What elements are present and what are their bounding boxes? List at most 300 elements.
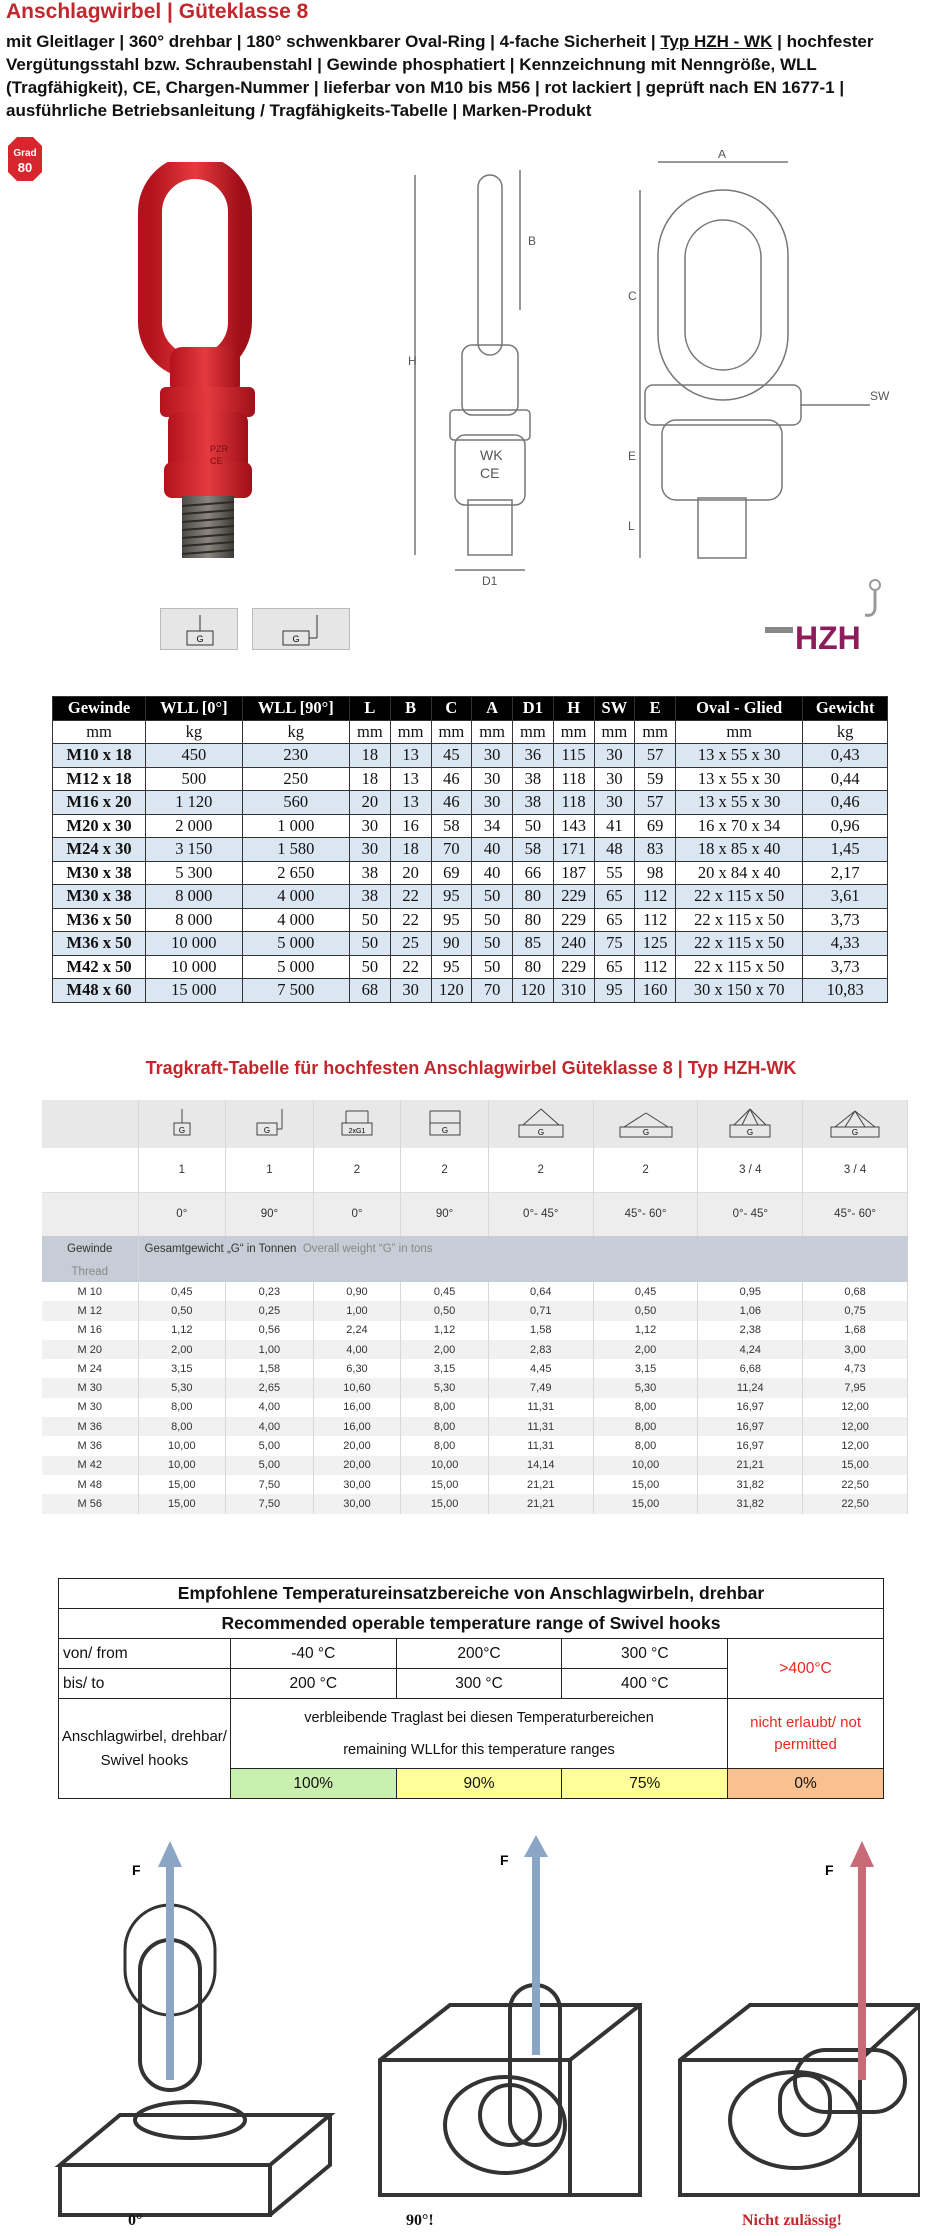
capacity-cell: 0,45: [593, 1282, 698, 1301]
capacity-cell: 8,00: [138, 1398, 226, 1417]
spec-cell: 22 x 115 x 50: [676, 955, 803, 979]
double-side-icon: [420, 1105, 470, 1141]
temperature-table: [58, 1578, 884, 1799]
spec-cell: 18: [350, 744, 391, 768]
spec-cell: 65: [594, 885, 635, 909]
cap-icon-cell: [313, 1100, 401, 1148]
thread-size-cell: M 42: [42, 1456, 138, 1475]
table-row: [42, 1282, 908, 1301]
weight-label: Gesamtgewicht „G“ in Tonnen: [144, 1243, 297, 1255]
capacity-cell: 12,00: [803, 1436, 908, 1455]
capacity-cell: 0,90: [313, 1282, 401, 1301]
drawing-mark-wk: WK: [480, 447, 503, 463]
figure-label-not-allowed: Nicht zulässig!: [742, 2212, 842, 2229]
cap-legs: 2: [593, 1148, 698, 1192]
spec-cell: 310: [553, 979, 594, 1003]
cap-icon-cell: [401, 1100, 489, 1148]
temp-remaining-en: remaining WLLfor this temperature ranges: [343, 1741, 615, 1758]
table-row: [53, 932, 888, 956]
table-row: [42, 1494, 908, 1513]
spec-cell: 95: [431, 885, 472, 909]
capacity-cell: 11,24: [698, 1378, 803, 1397]
spec-cell: 3 150: [146, 838, 242, 862]
thread-size-cell: M 56: [42, 1494, 138, 1513]
spec-header: H: [553, 697, 594, 721]
capacity-cell: 2,38: [698, 1321, 803, 1340]
spec-cell: 0,46: [803, 791, 888, 815]
spec-cell: 30: [472, 791, 513, 815]
cap-icon-text: G: [178, 1125, 185, 1135]
spec-cell: 18: [350, 767, 391, 791]
cap-icon-cell: [803, 1100, 908, 1148]
spec-cell: 50: [513, 814, 554, 838]
spec-cell: 30: [350, 838, 391, 862]
temp-title-en: Recommended operable temperature range of Swivel hooks: [59, 1609, 884, 1639]
capacity-cell: 6,30: [313, 1359, 401, 1378]
double-angle-45-icon: [511, 1105, 571, 1141]
capacity-cell: 7,50: [226, 1494, 314, 1513]
spec-unit: kg: [242, 720, 349, 744]
spec-cell: 50: [472, 955, 513, 979]
thread-label: Thread: [42, 1262, 138, 1282]
temp-remaining-de: verbleibende Traglast bei diesen Temperaturbereichen: [304, 1709, 654, 1726]
capacity-cell: 16,00: [313, 1417, 401, 1436]
table-row: [42, 1436, 908, 1455]
temp-from-row: [59, 1639, 884, 1669]
table-row: [42, 1340, 908, 1359]
thread-size-cell: M 20: [42, 1340, 138, 1359]
capacity-cell: 15,00: [593, 1475, 698, 1494]
cap-icon-text: G: [537, 1127, 544, 1137]
technical-drawing: [400, 150, 920, 590]
spec-cell: 50: [472, 885, 513, 909]
spec-cell: 229: [553, 885, 594, 909]
spec-cell: 112: [635, 885, 676, 909]
product-description: [6, 30, 936, 122]
capacity-cell: 15,00: [803, 1456, 908, 1475]
cap-angle: 0°- 45°: [488, 1192, 593, 1236]
spec-cell: 3,73: [803, 908, 888, 932]
capacity-angle-row: [42, 1192, 908, 1236]
spec-cell: 48: [594, 838, 635, 862]
capacity-cell: 0,75: [803, 1301, 908, 1320]
capacity-cell: 16,97: [698, 1417, 803, 1436]
temp-from-label: von/ from: [59, 1639, 231, 1669]
spec-cell: 20: [350, 791, 391, 815]
cap-legs: 3 / 4: [698, 1148, 803, 1192]
spec-cell: 118: [553, 791, 594, 815]
cap-legs: 1: [226, 1148, 314, 1192]
spec-header-row: [53, 697, 888, 721]
cap-angle: 45°- 60°: [593, 1192, 698, 1236]
capacity-cell: 0,56: [226, 1321, 314, 1340]
capacity-cell: 3,15: [593, 1359, 698, 1378]
type-link[interactable]: Typ HZH - WK: [660, 32, 773, 51]
capacity-cell: 15,00: [401, 1475, 489, 1494]
temp-to: 200 °C: [230, 1669, 396, 1699]
cap-icon-text: G: [264, 1125, 271, 1135]
spec-cell: 1 120: [146, 791, 242, 815]
capacity-cell: 16,97: [698, 1398, 803, 1417]
capacity-cell: 8,00: [593, 1436, 698, 1455]
table-row: [53, 838, 888, 862]
spec-header: WLL [90°]: [242, 697, 349, 721]
badge-line2: 80: [17, 160, 33, 175]
spec-cell: 8 000: [146, 908, 242, 932]
spec-cell: 0,44: [803, 767, 888, 791]
thread-size-cell: M16 x 20: [53, 791, 146, 815]
drawing-mark-ce: CE: [480, 465, 500, 481]
force-label: F: [500, 1852, 509, 1868]
capacity-cell: 12,00: [803, 1417, 908, 1436]
thread-size-cell: M10 x 18: [53, 744, 146, 768]
capacity-cell: 6,68: [698, 1359, 803, 1378]
lift-90-icon: [253, 609, 351, 651]
capacity-cell: 15,00: [138, 1475, 226, 1494]
swivel-eye-bolt-photo: [130, 162, 280, 562]
capacity-cell: 8,00: [401, 1436, 489, 1455]
spec-cell: 46: [431, 767, 472, 791]
spec-cell: 1 000: [242, 814, 349, 838]
capacity-cell: 11,31: [488, 1398, 593, 1417]
table-row: [42, 1301, 908, 1320]
dim-b: B: [528, 234, 537, 248]
table-row: [53, 861, 888, 885]
spec-cell: 187: [553, 861, 594, 885]
spec-cell: 80: [513, 955, 554, 979]
single-vertical-icon: [157, 1105, 207, 1141]
spec-unit: mm: [594, 720, 635, 744]
spec-cell: 3,73: [803, 955, 888, 979]
capacity-cell: 15,00: [593, 1494, 698, 1513]
capacity-cell: 0,71: [488, 1301, 593, 1320]
capacity-cell: 0,25: [226, 1301, 314, 1320]
thread-size-cell: M 48: [42, 1475, 138, 1494]
table-row: [42, 1321, 908, 1340]
capacity-cell: 21,21: [488, 1494, 593, 1513]
capacity-cell: 16,00: [313, 1398, 401, 1417]
spec-cell: 36: [513, 744, 554, 768]
spec-cell: 16: [390, 814, 431, 838]
capacity-cell: 2,00: [593, 1340, 698, 1359]
table-row: [53, 979, 888, 1003]
table-row: [42, 1456, 908, 1475]
cap-icon-cell: [226, 1100, 314, 1148]
capacity-gewinde-row: [42, 1236, 908, 1262]
spec-cell: 40: [472, 838, 513, 862]
table-row: [42, 1359, 908, 1378]
spec-unit: mm: [431, 720, 472, 744]
capacity-cell: 2,00: [138, 1340, 226, 1359]
capacity-cell: 20,00: [313, 1456, 401, 1475]
icon-cell-0deg: [160, 608, 238, 650]
spec-cell: 118: [553, 767, 594, 791]
spec-cell: 0,43: [803, 744, 888, 768]
badge-line1: Grad: [13, 148, 37, 159]
spec-cell: 13 x 55 x 30: [676, 767, 803, 791]
spec-header: C: [431, 697, 472, 721]
dim-h: H: [408, 354, 417, 368]
cap-legs: 3 / 4: [803, 1148, 908, 1192]
capacity-cell: 4,00: [226, 1398, 314, 1417]
table-row: [53, 791, 888, 815]
lift-0-icon: [161, 609, 239, 651]
spec-cell: 68: [350, 979, 391, 1003]
temp-to: 400 °C: [562, 1669, 728, 1699]
spec-cell: 85: [513, 932, 554, 956]
spec-cell: 30: [390, 979, 431, 1003]
cap-icon-cell: [138, 1100, 226, 1148]
force-arrow-bad: [850, 1841, 874, 2080]
spec-cell: 20 x 84 x 40: [676, 861, 803, 885]
cap-icon-text: G: [747, 1127, 754, 1137]
spec-cell: 240: [553, 932, 594, 956]
temp-title-de: Empfohlene Temperatureinsatzbereiche von Anschlagwirbeln, drehbar: [59, 1579, 884, 1609]
single-side-icon: [244, 1105, 294, 1141]
capacity-cell: 10,00: [138, 1456, 226, 1475]
thread-size-cell: M 12: [42, 1301, 138, 1320]
spec-cell: 1 580: [242, 838, 349, 862]
capacity-cell: 0,50: [401, 1301, 489, 1320]
spec-cell: 13 x 55 x 30: [676, 791, 803, 815]
capacity-cell: 8,00: [138, 1417, 226, 1436]
cap-legs: 1: [138, 1148, 226, 1192]
weight-label-cell: [138, 1236, 908, 1262]
double-vertical-icon: [332, 1105, 382, 1141]
spec-header: D1: [513, 697, 554, 721]
spec-cell: 4 000: [242, 908, 349, 932]
spec-cell: 30 x 150 x 70: [676, 979, 803, 1003]
thread-size-cell: M20 x 30: [53, 814, 146, 838]
spec-cell: 125: [635, 932, 676, 956]
spec-body: [53, 744, 888, 1003]
spec-cell: 58: [431, 814, 472, 838]
temp-percent: 0%: [728, 1769, 884, 1799]
capacity-cell: 2,00: [401, 1340, 489, 1359]
capacity-cell: 0,50: [593, 1301, 698, 1320]
capacity-cell: 2,65: [226, 1378, 314, 1397]
thread-size-cell: M36 x 50: [53, 932, 146, 956]
thread-size-cell: M 24: [42, 1359, 138, 1378]
spec-cell: 115: [553, 744, 594, 768]
capacity-cell: 0,68: [803, 1282, 908, 1301]
spec-cell: 160: [635, 979, 676, 1003]
capacity-angle-corner: [42, 1192, 138, 1236]
capacity-cell: 4,00: [313, 1340, 401, 1359]
spec-header: B: [390, 697, 431, 721]
temp-from: 300 °C: [562, 1639, 728, 1669]
spec-cell: 90: [431, 932, 472, 956]
spec-cell: 120: [431, 979, 472, 1003]
capacity-cell: 3,00: [803, 1340, 908, 1359]
spec-cell: 75: [594, 932, 635, 956]
logo-text: HZH: [795, 620, 861, 652]
thread-spacer: [138, 1262, 908, 1282]
spec-cell: 65: [594, 908, 635, 932]
temp-remaining-cell: [230, 1699, 727, 1769]
capacity-cell: 0,50: [138, 1301, 226, 1320]
spec-cell: 8 000: [146, 885, 242, 909]
cap-angle: 90°: [401, 1192, 489, 1236]
spec-cell: 22 x 115 x 50: [676, 885, 803, 909]
capacity-cell: 14,14: [488, 1456, 593, 1475]
capacity-cell: 11,31: [488, 1417, 593, 1436]
desc-rest: hochfester Vergütungsstahl bzw. Schraubenstahl | Gewinde phosphatiert | Kennzeichnung mit Nenngröße, WLL (Tragfähigkeit), CE, Chargen-Nummer | lieferbar von M10 bis M56 | rot lackiert | geprüft nach EN 1677-1 | ausführliche Betriebsanleitung / Tragfähigkeits-Tabelle | Marken-Produkt: [6, 32, 874, 120]
spec-cell: 143: [553, 814, 594, 838]
spec-cell: 15 000: [146, 979, 242, 1003]
spec-unit: kg: [146, 720, 242, 744]
figure-0deg: [60, 1905, 330, 2215]
desc-line1: mit Gleitlager | 360° drehbar | 180° schwenkbarer Oval-Ring | 4-fache Sicherheit |: [6, 32, 661, 51]
spec-header: SW: [594, 697, 635, 721]
capacity-cell: 8,00: [401, 1398, 489, 1417]
spec-cell: 46: [431, 791, 472, 815]
thread-size-cell: M42 x 50: [53, 955, 146, 979]
figure-not-allowed: [680, 2005, 920, 2195]
spec-cell: 20: [390, 861, 431, 885]
capacity-cell: 16,97: [698, 1436, 803, 1455]
spec-cell: 229: [553, 955, 594, 979]
spec-cell: 57: [635, 744, 676, 768]
table-row: [53, 955, 888, 979]
table-row: [42, 1417, 908, 1436]
spec-cell: 25: [390, 932, 431, 956]
figure-label-90: 90°!: [406, 2212, 434, 2229]
spec-header: A: [472, 697, 513, 721]
spec-cell: 5 000: [242, 932, 349, 956]
cap-legs: 2: [313, 1148, 401, 1192]
spec-cell: 38: [350, 885, 391, 909]
temp-percent: 90%: [396, 1769, 562, 1799]
gewinde-label: Gewinde: [42, 1236, 138, 1262]
capacity-cell: 11,31: [488, 1436, 593, 1455]
capacity-cell: 2,83: [488, 1340, 593, 1359]
spec-cell: 10 000: [146, 932, 242, 956]
spec-unit: mm: [350, 720, 391, 744]
capacity-cell: 5,30: [138, 1378, 226, 1397]
spec-cell: 66: [513, 861, 554, 885]
capacity-cell: 3,15: [401, 1359, 489, 1378]
thread-size-cell: M12 x 18: [53, 767, 146, 791]
table-row: [53, 885, 888, 909]
spec-cell: 5 300: [146, 861, 242, 885]
cap-legs: 2: [488, 1148, 593, 1192]
spec-unit-row: [53, 720, 888, 744]
dim-e: E: [628, 449, 637, 463]
icon-label-0: G: [196, 634, 204, 644]
spec-cell: 230: [242, 744, 349, 768]
table-row: [42, 1475, 908, 1494]
spec-unit: mm: [635, 720, 676, 744]
spec-unit: mm: [676, 720, 803, 744]
spec-cell: 22: [390, 908, 431, 932]
spec-cell: 0,96: [803, 814, 888, 838]
spec-cell: 50: [472, 932, 513, 956]
spec-cell: 57: [635, 791, 676, 815]
capacity-cell: 2,24: [313, 1321, 401, 1340]
spec-cell: 30: [472, 767, 513, 791]
cap-angle: 45°- 60°: [803, 1192, 908, 1236]
capacity-cell: 8,00: [401, 1417, 489, 1436]
temp-not-allowed: nicht erlaubt/ not permitted: [728, 1699, 884, 1769]
capacity-cell: 1,00: [226, 1340, 314, 1359]
capacity-cell: 22,50: [803, 1494, 908, 1513]
spec-cell: 13: [390, 744, 431, 768]
spec-cell: 98: [635, 861, 676, 885]
spec-header: Oval - Glied: [676, 697, 803, 721]
spec-cell: 83: [635, 838, 676, 862]
spec-cell: 2,17: [803, 861, 888, 885]
spec-cell: 5 000: [242, 955, 349, 979]
table-row: [42, 1378, 908, 1397]
capacity-cell: 1,12: [593, 1321, 698, 1340]
thread-size-cell: M36 x 50: [53, 908, 146, 932]
spec-cell: 22: [390, 955, 431, 979]
spec-cell: 30: [594, 791, 635, 815]
spec-cell: 50: [350, 932, 391, 956]
spec-cell: 7 500: [242, 979, 349, 1003]
temp-over: >400°C: [728, 1639, 884, 1699]
loading-direction-figures: [40, 1835, 920, 2235]
spec-cell: 55: [594, 861, 635, 885]
spec-cell: 45: [431, 744, 472, 768]
spec-cell: 4 000: [242, 885, 349, 909]
thread-size-cell: M 10: [42, 1282, 138, 1301]
capacity-title: Tragkraft-Tabelle für hochfesten Anschlagwirbel Güteklasse 8 | Typ HZH-WK: [145, 1058, 797, 1078]
spec-cell: 95: [431, 908, 472, 932]
capacity-cell: 5,00: [226, 1436, 314, 1455]
spec-cell: 95: [431, 955, 472, 979]
spec-header: Gewinde: [53, 697, 146, 721]
dim-d1: D1: [482, 574, 498, 588]
capacity-cell: 20,00: [313, 1436, 401, 1455]
thread-size-cell: M30 x 38: [53, 861, 146, 885]
multi-angle-45-icon: [720, 1105, 780, 1141]
spec-header: Gewicht: [803, 697, 888, 721]
temp-to-label: bis/ to: [59, 1669, 231, 1699]
capacity-cell: 15,00: [401, 1494, 489, 1513]
spec-cell: 80: [513, 885, 554, 909]
capacity-cell: 31,82: [698, 1475, 803, 1494]
temp-item-label: Anschlagwirbel, drehbar/ Swivel hooks: [59, 1699, 231, 1799]
dim-c: C: [628, 289, 637, 303]
thread-size-cell: M 36: [42, 1436, 138, 1455]
temp-percent: 100%: [230, 1769, 396, 1799]
thread-size-cell: M24 x 30: [53, 838, 146, 862]
cap-angle: 0°- 45°: [698, 1192, 803, 1236]
spec-cell: 69: [431, 861, 472, 885]
spec-cell: 229: [553, 908, 594, 932]
capacity-icons-row: [42, 1100, 908, 1148]
dim-l: L: [628, 519, 635, 533]
spec-cell: 10 000: [146, 955, 242, 979]
force-label: F: [132, 1862, 141, 1878]
spec-cell: 41: [594, 814, 635, 838]
spec-cell: 450: [146, 744, 242, 768]
spec-unit: mm: [513, 720, 554, 744]
cap-icon-text: G: [642, 1127, 649, 1137]
capacity-cell: 5,00: [226, 1456, 314, 1475]
spec-cell: 34: [472, 814, 513, 838]
capacity-cell: 1,00: [313, 1301, 401, 1320]
photo-mark-wk: PZR: [210, 444, 228, 454]
figure-label-0: 0°: [128, 2212, 143, 2229]
spec-cell: 560: [242, 791, 349, 815]
cap-angle: 90°: [226, 1192, 314, 1236]
cap-icon-text: 2xG1: [348, 1127, 366, 1135]
spec-cell: 112: [635, 908, 676, 932]
spec-cell: 70: [472, 979, 513, 1003]
